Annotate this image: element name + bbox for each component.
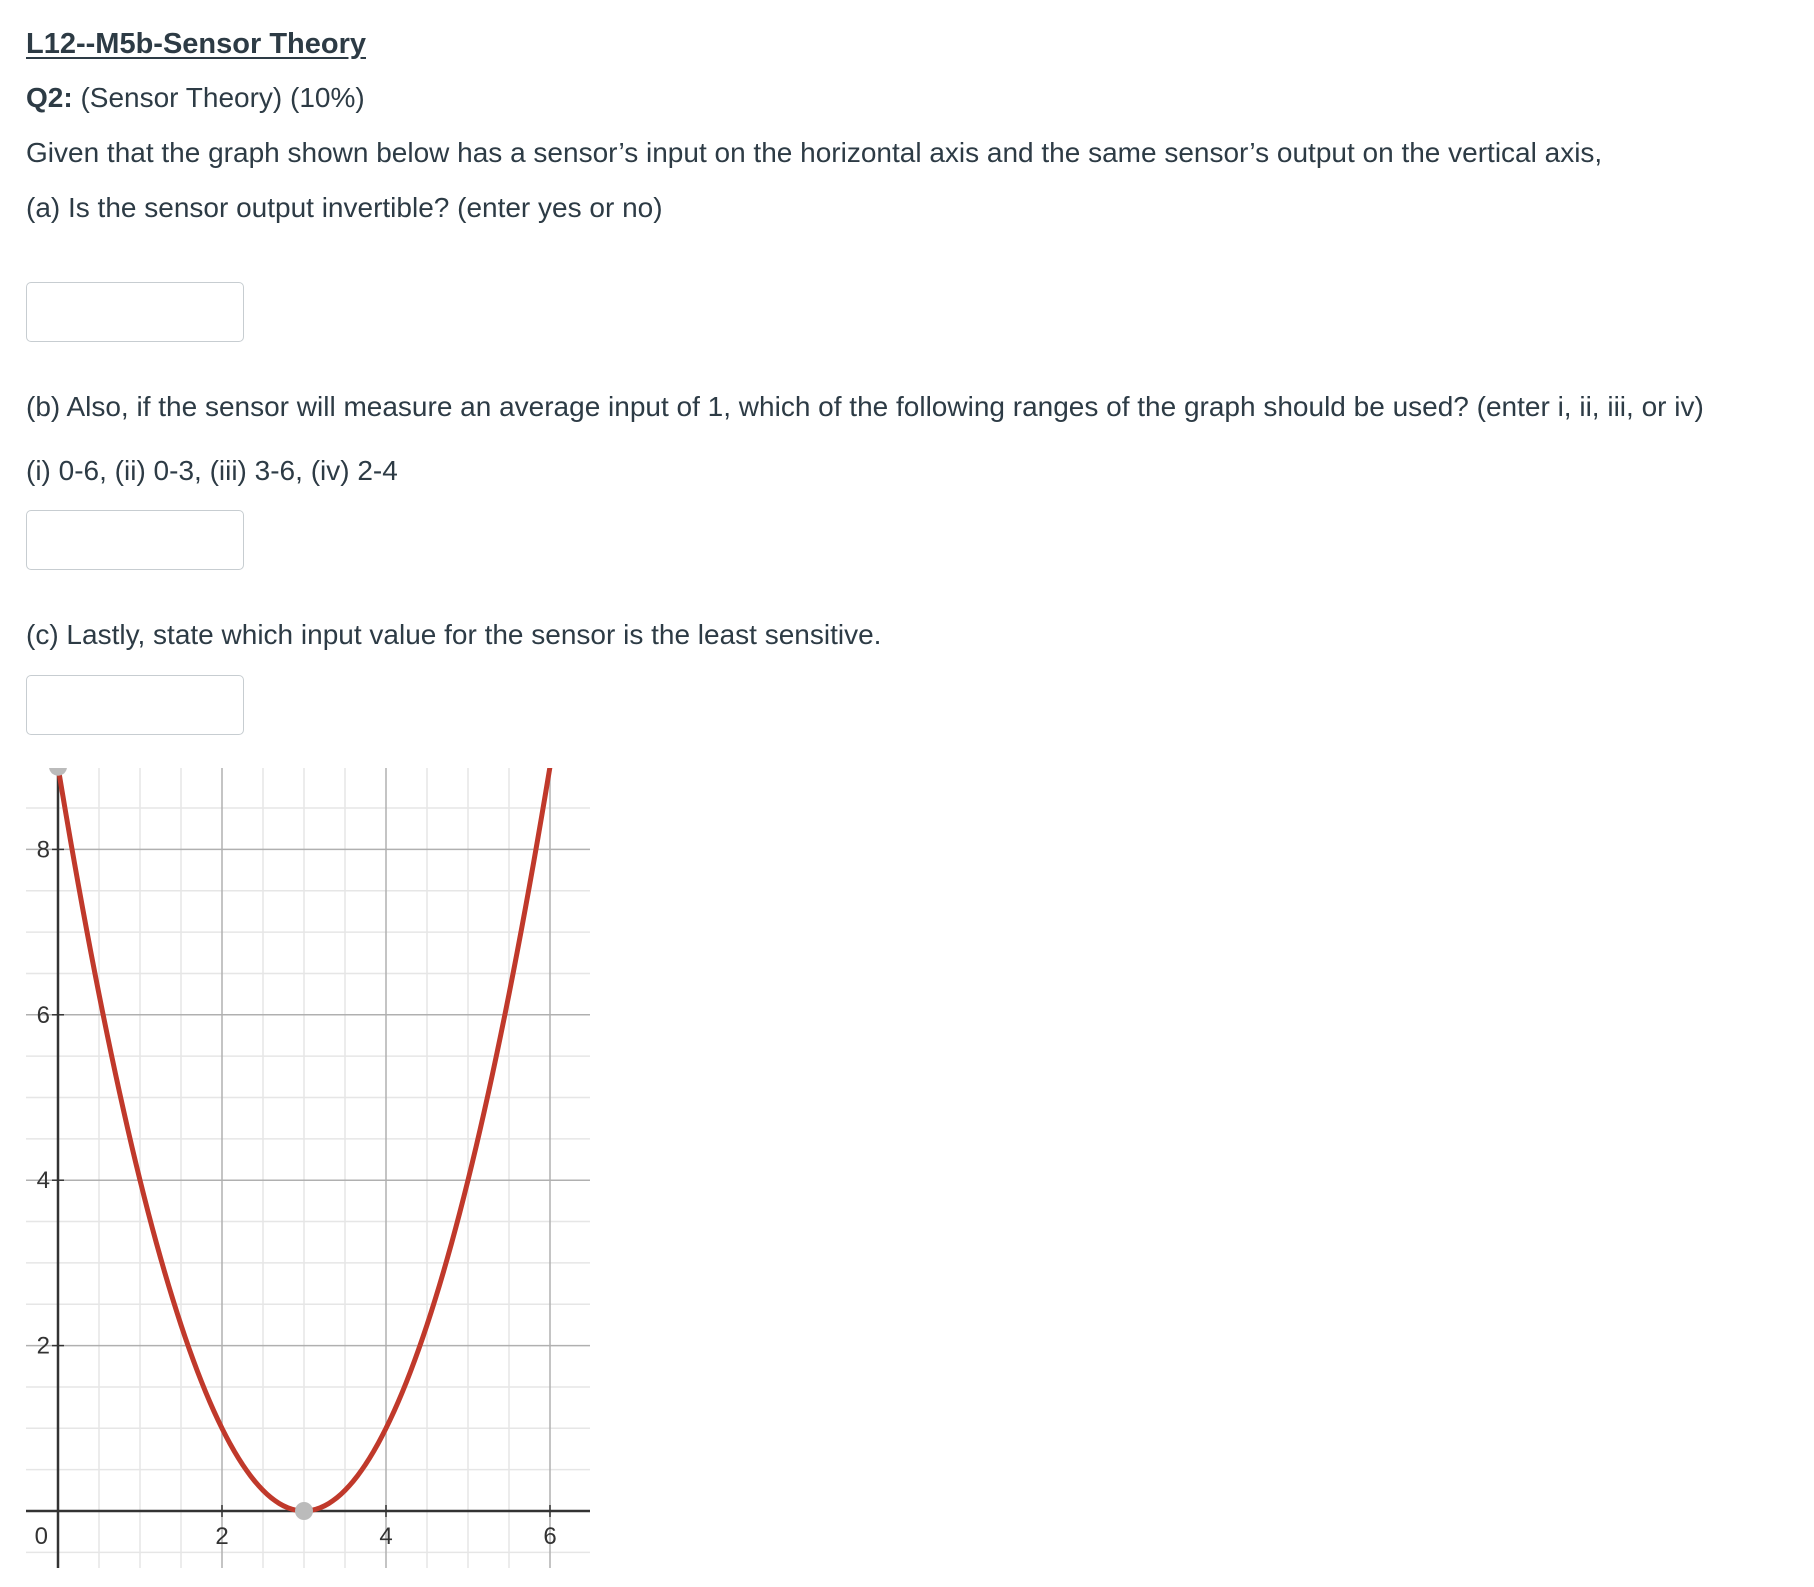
x-tick-label: 4 — [379, 1523, 393, 1550]
origin-label: 0 — [34, 1523, 48, 1550]
page-title[interactable]: L12--M5b-Sensor Theory — [26, 28, 366, 60]
answer-a-input[interactable] — [26, 282, 244, 342]
question-label: Q2: — [26, 82, 73, 113]
x-tick-label: 2 — [215, 1523, 229, 1550]
x-tick-label: 6 — [543, 1523, 557, 1550]
question-intro: Given that the graph shown below has a sensor’s input on the horizontal axis and the same sensor’s output on the vertical axis, — [26, 137, 1603, 168]
curve-point — [49, 768, 67, 776]
part-a-prompt: (a) Is the sensor output invertible? (enter yes or no) — [26, 192, 663, 223]
question-meta: (Sensor Theory) (10%) — [72, 82, 365, 113]
answer-c-input[interactable] — [26, 675, 244, 735]
answer-b-input[interactable] — [26, 510, 244, 570]
part-c-prompt: (c) Lastly, state which input value for the sensor is the least sensitive. — [26, 619, 882, 650]
question-header — [26, 80, 365, 116]
part-b-prompt: (b) Also, if the sensor will measure an average input of 1, which of the following ranges of the graph should be used? (enter i, ii, iii, or iv) — [26, 391, 1704, 422]
y-tick-label: 4 — [36, 1167, 50, 1195]
sensor-graph-svg — [26, 768, 606, 1582]
sensor-graph — [26, 768, 606, 1582]
curve-point — [295, 1502, 313, 1520]
y-tick-label: 8 — [36, 836, 50, 864]
y-tick-label: 2 — [36, 1332, 50, 1360]
part-b-options: (i) 0-6, (ii) 0-3, (iii) 3-6, (iv) 2-4 — [26, 455, 398, 486]
y-tick-label: 6 — [36, 1001, 50, 1029]
